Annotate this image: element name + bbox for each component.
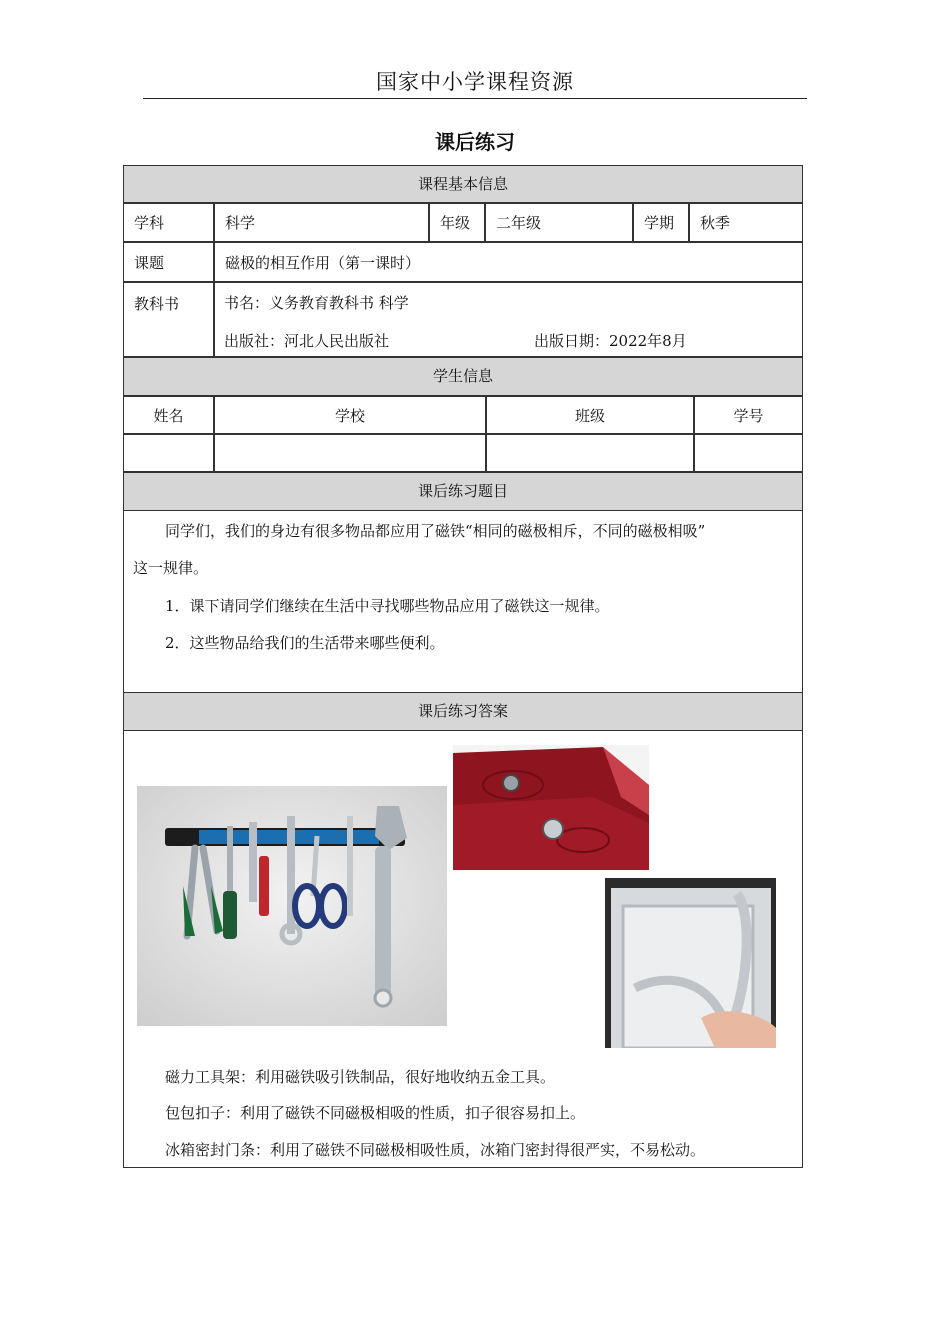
student-school-field[interactable] bbox=[214, 434, 486, 472]
subject-value: 科学 bbox=[214, 203, 429, 242]
publish-date: 出版日期：2022年8月 bbox=[534, 332, 687, 350]
student-class-field[interactable] bbox=[486, 434, 694, 472]
textbook-label: 教科书 bbox=[134, 295, 180, 313]
exercise-intro-line2: 这一规律。 bbox=[133, 559, 209, 577]
magnetic-tool-rack-photo bbox=[137, 786, 447, 1026]
answer-line-3: 冰箱密封门条：利用了磁铁不同磁极相吸性质，冰箱门密封得很严实，不易松动。 bbox=[165, 1141, 706, 1159]
publisher: 出版社：河北人民出版社 bbox=[224, 332, 390, 350]
exercise-band: 课后练习题目 bbox=[123, 472, 803, 511]
exercise-intro-line1: 同学们，我们的身边有很多物品都应用了磁铁“相同的磁极相斥，不同的磁极相吸” bbox=[165, 522, 706, 540]
topic-value: 磁极的相互作用（第一课时） bbox=[214, 242, 803, 282]
basic-info-band: 课程基本信息 bbox=[123, 165, 803, 203]
book-name: 书名：义务教育教科书 科学 bbox=[224, 294, 409, 312]
student-col-id: 学号 bbox=[694, 396, 803, 434]
student-id-field[interactable] bbox=[694, 434, 803, 472]
topic-label: 课题 bbox=[123, 242, 214, 282]
bag-clasp-photo bbox=[453, 745, 649, 870]
term-value: 秋季 bbox=[689, 203, 803, 242]
exercise-question-2: 2．这些物品给我们的生活带来哪些便利。 bbox=[165, 634, 445, 652]
document-title: 课后练习 bbox=[435, 130, 515, 154]
student-info-band: 学生信息 bbox=[123, 357, 803, 396]
grade-value: 二年级 bbox=[485, 203, 633, 242]
student-col-class: 班级 bbox=[486, 396, 694, 434]
term-label: 学期 bbox=[633, 203, 689, 242]
header-divider bbox=[143, 98, 807, 99]
answer-band: 课后练习答案 bbox=[123, 692, 803, 731]
student-col-name: 姓名 bbox=[123, 396, 214, 434]
student-col-school: 学校 bbox=[214, 396, 486, 434]
site-header-title: 国家中小学课程资源 bbox=[376, 70, 574, 94]
exercise-question-1: 1．课下请同学们继续在生活中寻找哪些物品应用了磁铁这一规律。 bbox=[165, 597, 610, 615]
answer-line-2: 包包扣子：利用了磁铁不同磁极相吸的性质，扣子很容易扣上。 bbox=[165, 1104, 586, 1122]
subject-label: 学科 bbox=[123, 203, 214, 242]
answer-line-1: 磁力工具架：利用磁铁吸引铁制品，很好地收纳五金工具。 bbox=[165, 1068, 556, 1086]
student-name-field[interactable] bbox=[123, 434, 214, 472]
fridge-seal-photo bbox=[605, 878, 776, 1048]
grade-label: 年级 bbox=[429, 203, 485, 242]
textbook-label-cell bbox=[123, 282, 214, 357]
